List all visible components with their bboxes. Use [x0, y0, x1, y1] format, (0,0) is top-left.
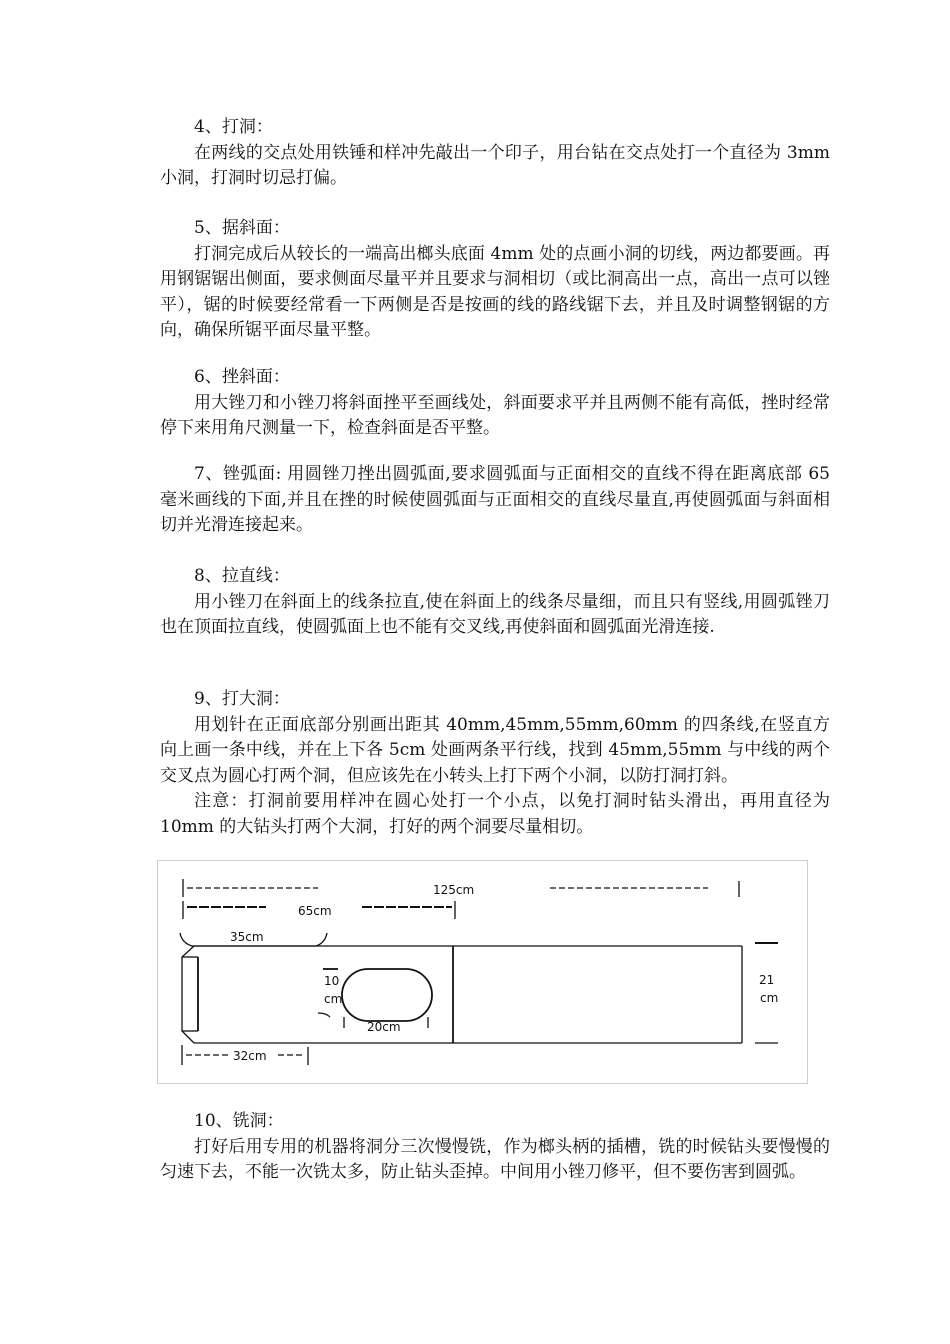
label-35cm: 35cm	[230, 930, 264, 944]
section-paragraph: 用大锉刀和小锉刀将斜面挫平至画线处，斜面要求平并且两侧不能有高低，挫时经常停下来用角尺测量一下，检查斜面是否平整。	[160, 392, 830, 438]
section-heading: 8、拉直线：	[194, 566, 290, 586]
section-5	[160, 216, 830, 344]
section-paragraph: 用小锉刀在斜面上的线条拉直,使在斜面上的线条尽量细，而且只有竖线,用圆弧锉刀也在顶面拉直线，使圆弧面上也不能有交叉线,再使斜面和圆弧面光滑连接.	[160, 591, 830, 637]
dimension-bracket	[318, 1013, 330, 1017]
section-paragraph: 在两线的交点处用铁锤和样冲先敲出一个印子，用台钻在交点处打一个直径为 3mm 小洞，打洞时切忌打偏。	[160, 142, 830, 188]
section-heading: 4、打洞：	[194, 117, 273, 137]
note-paragraph: 注意：打洞前要用样冲在圆心处打一个小点，以免打洞时钻头滑出，再用直径为 10mm 的大钻头打两个大洞，打好的两个洞要尽量相切。	[160, 791, 830, 837]
section-6	[160, 365, 830, 442]
label-width-unit: cm	[760, 991, 779, 1005]
label-bevel-length: 32cm	[233, 1049, 267, 1063]
section-heading: 5、据斜面：	[194, 218, 290, 238]
section-4	[160, 115, 830, 192]
section-paragraph: 7、锉弧面: 用圆锉刀挫出圆弧面,要求圆弧面与正面相交的直线不得在距离底部 65 毫米画线的下面,并且在挫的时候使圆弧面与正面相交的直线尽量直,再使圆弧面与斜面相切并光滑连接起来。	[160, 464, 830, 535]
label-hole-height-value: 10	[324, 974, 340, 988]
section-paragraph: 打洞完成后从较长的一端高出榔头底面 4mm 处的点画小洞的切线，两边都要画。再用钢锯锯出侧面，要求侧面尽量平并且要求与洞相切（或比洞高出一点，高出一点可以锉平），锯的时候要经常看一下两侧是否是按画的线的路线锯下去，并且及时调整钢锯的方向，确保所锯平面尽量平整。	[160, 243, 830, 340]
bevel-outline	[182, 946, 194, 1043]
section-heading: 6、挫斜面：	[194, 367, 290, 387]
slot-outline	[342, 969, 432, 1021]
section-paragraph: 用划针在正面底部分别画出距其 40mm,45mm,55mm,60mm 的四条线,在竖直方向上画一条中线，并在上下各 5cm 处画两条平行线，找到 45mm,55mm 与中线的两个交叉点为圆心打两个洞，但应该先在小转头上打下两个小洞，以防打洞打斜。	[160, 714, 830, 786]
section-9	[160, 687, 830, 840]
hammer-head-diagram	[157, 860, 808, 1084]
label-65cm: 65cm	[298, 904, 332, 918]
label-slot-length: 20cm	[367, 1020, 401, 1034]
label-overall-length: 125cm	[433, 883, 475, 897]
section-10	[160, 1109, 830, 1186]
section-heading: 9、打大洞：	[194, 689, 290, 709]
diagram-drawing	[158, 861, 807, 1083]
section-7	[160, 462, 830, 539]
label-hole-height-unit: cm	[324, 992, 343, 1006]
section-heading: 10、铣洞：	[194, 1111, 284, 1131]
section-8	[160, 564, 830, 641]
label-width-value: 21	[759, 973, 775, 987]
section-paragraph: 打好后用专用的机器将洞分三次慢慢铣，作为榔头柄的插槽，铣的时候钻头要慢慢的匀速下去，不能一次铣太多，防止钻头歪掉。中间用小锉刀修平，但不要伤害到圆弧。	[160, 1136, 830, 1182]
